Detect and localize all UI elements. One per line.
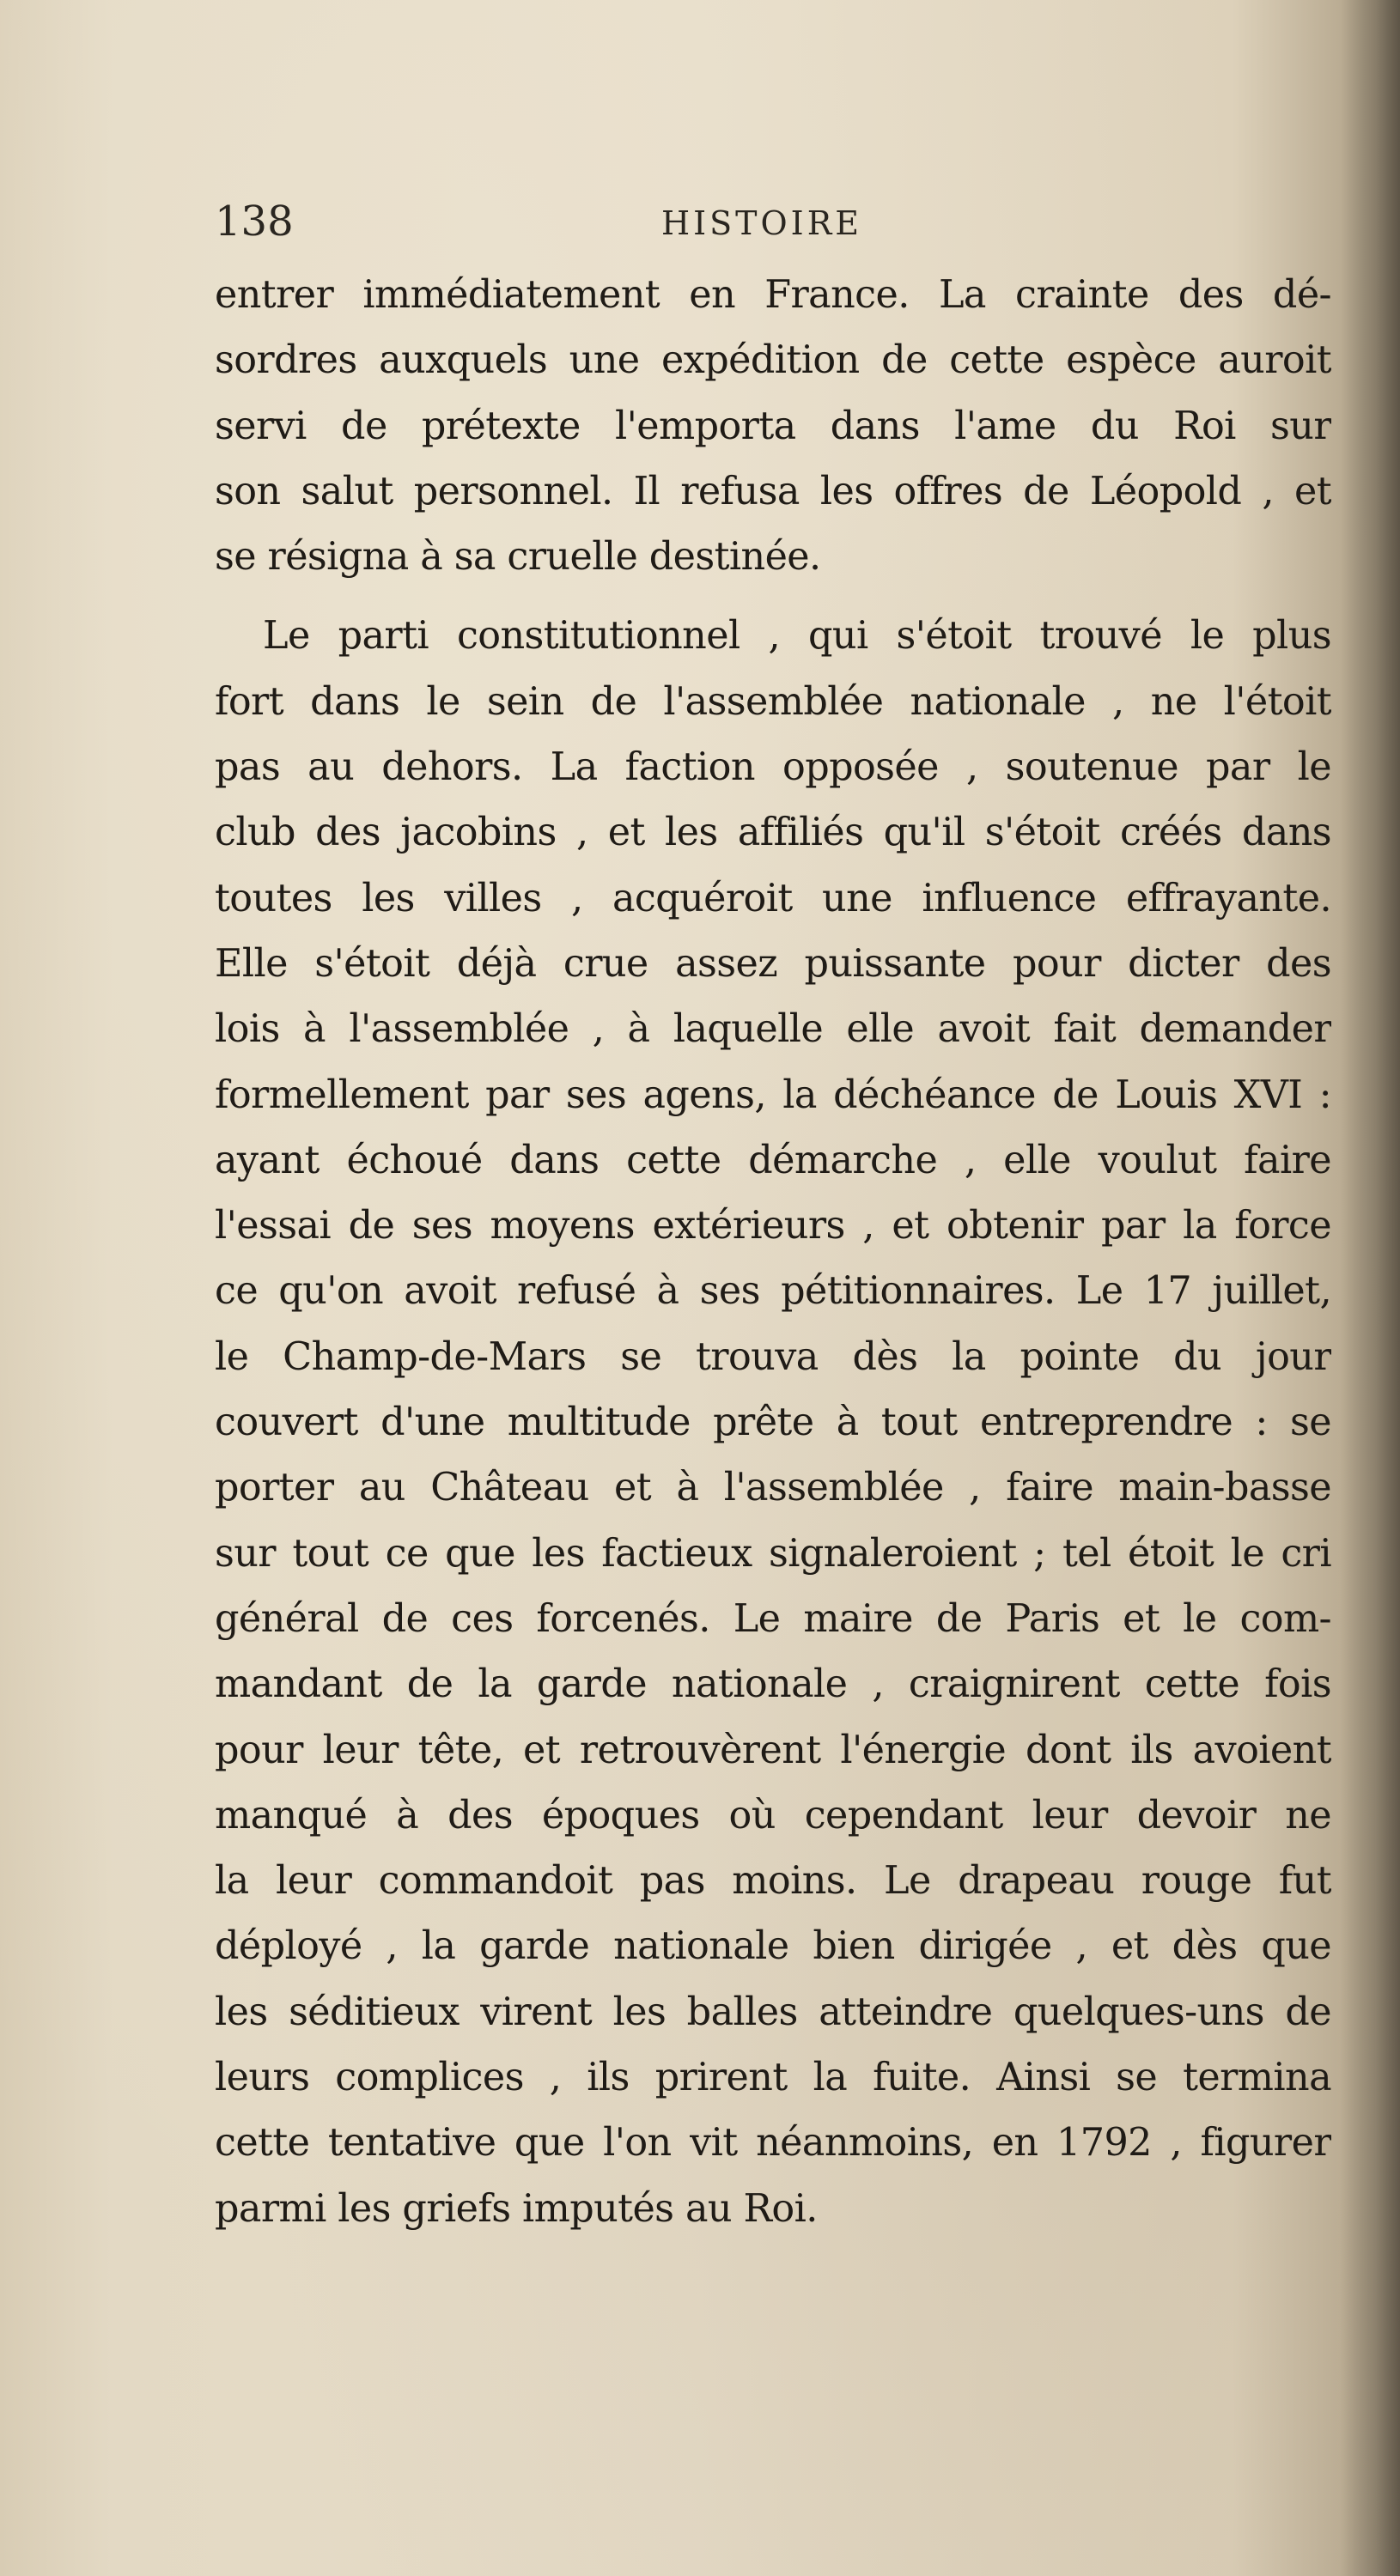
text-line: le Champ-de-Mars se trouva dès la pointe du jour <box>215 1334 1331 1379</box>
text-line: lois à l'assemblée , à laquelle elle avoit fait demander <box>215 1007 1331 1052</box>
text-line: sordres auxquels une expédition de cette espèce auroit <box>215 338 1331 383</box>
page-number: 138 <box>215 197 294 246</box>
text-line: sur tout ce que les factieux signaleroient ; tel étoit le cri <box>215 1531 1331 1576</box>
text-line: leurs complices , ils prirent la fuite. Ainsi se termina <box>215 2056 1331 2100</box>
text-line: son salut personnel. Il refusa les offres de Léopold , et <box>215 469 1331 513</box>
text-line: porter au Château et à l'assemblée , faire main-basse <box>215 1466 1331 1510</box>
text-line: Le parti constitutionnel , qui s'étoit trouvé le plus <box>263 614 1331 659</box>
running-head: HISTOIRE <box>661 204 863 242</box>
paragraph-1 <box>215 263 1331 590</box>
text-line: général de ces forcenés. Le maire de Paris et le com- <box>215 1596 1331 1641</box>
text-line: les séditieux virent les balles atteindre quelques-uns de <box>215 1990 1331 2034</box>
text-line: fort dans le sein de l'assemblée nationale , ne l'étoit <box>215 679 1331 724</box>
text-line: cette tentative que l'on vit néanmoins, en 1792 , figurer <box>215 2121 1331 2166</box>
text-line: servi de prétexte l'emporta dans l'ame du Roi sur <box>215 404 1331 448</box>
text-line: la leur commandoit pas moins. Le drapeau rouge fut <box>215 1859 1331 1904</box>
text-line: l'essai de ses moyens extérieurs , et obtenir par la force <box>215 1204 1331 1249</box>
text-line: formellement par ses agens, la déchéance de Louis XVI : <box>215 1072 1331 1117</box>
page-header <box>215 196 1306 247</box>
text-line: club des jacobins , et les affiliés qu'il s'étoit créés dans <box>215 811 1331 855</box>
text-line: se résigna à sa cruelle destinée. <box>215 535 821 580</box>
text-line: pas au dehors. La faction opposée , soutenue par le <box>215 745 1331 790</box>
text-line: ayant échoué dans cette démarche , elle voulut faire <box>215 1138 1331 1182</box>
text-line: manqué à des époques où cependant leur devoir ne <box>215 1793 1331 1838</box>
text-line: pour leur tête, et retrouvèrent l'énergie dont ils avoient <box>215 1728 1331 1772</box>
page-edge-shadow <box>1340 0 1400 2576</box>
text-line: couvert d'une multitude prête à tout entreprendre : se <box>215 1400 1331 1445</box>
paragraph-2 <box>215 604 1331 2241</box>
text-line: mandant de la garde nationale , craignirent cette fois <box>215 1662 1331 1707</box>
text-line: parmi les griefs imputés au Roi. <box>215 2186 818 2231</box>
body-text <box>215 263 1331 2242</box>
text-line: entrer immédiatement en France. La crainte des dé- <box>215 273 1331 317</box>
text-line: toutes les villes , acquéroit une influence effrayante. <box>215 876 1331 920</box>
text-line: Elle s'étoit déjà crue assez puissante pour dicter des <box>215 941 1331 986</box>
text-line: ce qu'on avoit refusé à ses pétitionnaires. Le 17 juillet, <box>215 1269 1331 1314</box>
text-line: déployé , la garde nationale bien dirigée , et dès que <box>215 1924 1331 1969</box>
